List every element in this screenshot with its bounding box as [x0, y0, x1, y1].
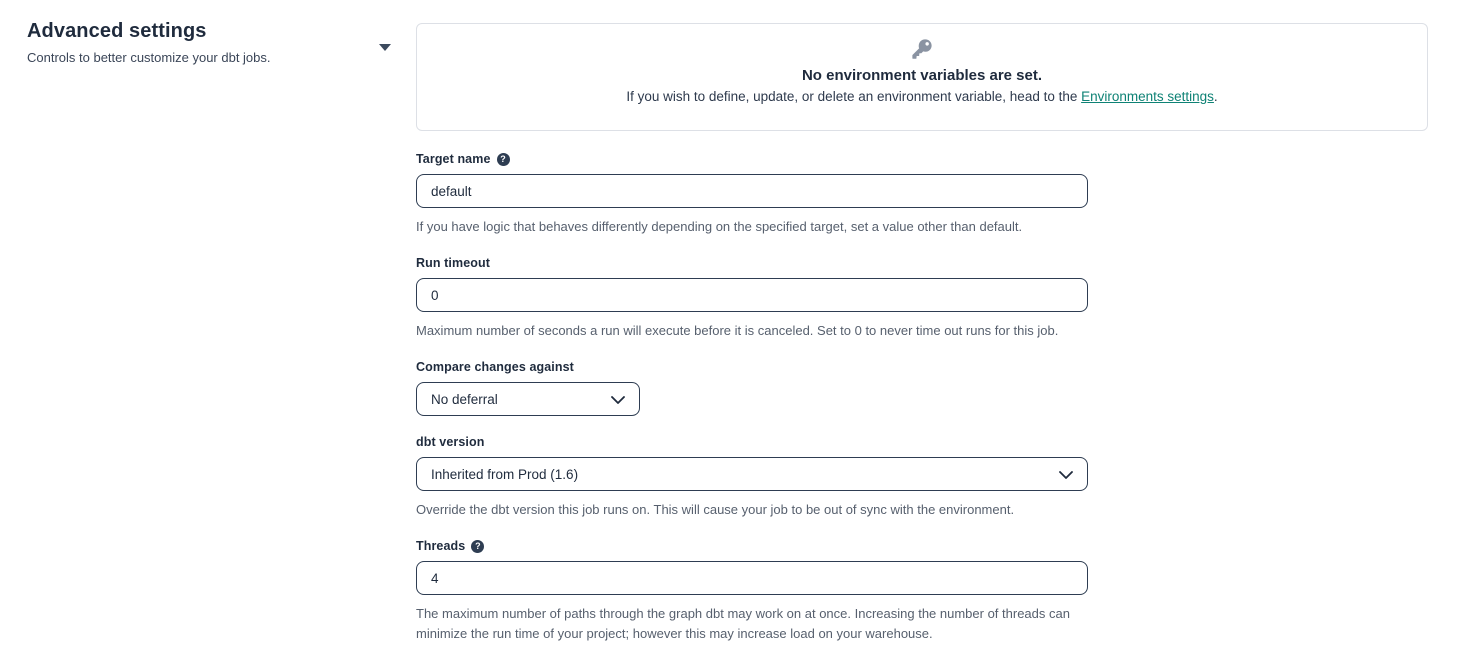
dbt-version-field-group: [416, 435, 1088, 520]
advanced-settings-form: [416, 152, 1088, 644]
compare-changes-selected-value: No deferral: [431, 391, 498, 407]
compare-changes-label: Compare changes against: [416, 360, 574, 374]
page-title: Advanced settings: [27, 20, 207, 42]
threads-helper-text: The maximum number of paths through the graph dbt may work on at once. Increasing the number of threads can minimize the run time of your project; however this may increase load on your warehouse.: [416, 606, 1070, 641]
run-timeout-label: Run timeout: [416, 256, 491, 270]
target-name-input[interactable]: [416, 174, 1088, 208]
compare-changes-field-group: [416, 360, 1088, 416]
env-card-description: [417, 89, 1427, 104]
caret-down-icon: [378, 40, 392, 55]
run-timeout-label-row: [416, 256, 1088, 270]
dbt-version-helper-text: Override the dbt version this job runs on. This will cause your job to be out of sync with the environment.: [416, 502, 1015, 517]
env-variables-empty-card: [416, 23, 1428, 131]
dbt-version-select[interactable]: [416, 457, 1088, 491]
run-timeout-input[interactable]: [416, 278, 1088, 312]
env-card-description-text: If you wish to define, update, or delete an environment variable, head to the: [626, 89, 1082, 104]
threads-field-group: [416, 539, 1088, 644]
env-card-title: No environment variables are set.: [801, 67, 1043, 84]
environments-settings-link[interactable]: Environments settings: [1081, 89, 1214, 104]
key-icon: [417, 37, 1427, 61]
dbt-version-label: dbt version: [416, 435, 485, 449]
dbt-version-selected-value: Inherited from Prod (1.6): [431, 466, 579, 482]
section-header: [27, 20, 367, 65]
threads-help-icon[interactable]: ?: [471, 540, 484, 553]
page-subtitle: Controls to better customize your dbt jobs.: [27, 50, 271, 65]
threads-label: Threads: [416, 539, 466, 553]
dbt-version-label-row: [416, 435, 1088, 449]
target-name-helper-text: If you have logic that behaves differently depending on the specified target, set a value other than default.: [416, 219, 1023, 234]
run-timeout-helper-text: Maximum number of seconds a run will execute before it is canceled. Set to 0 to never time out runs for this job.: [416, 323, 1059, 338]
chevron-down-icon: [611, 392, 625, 407]
threads-input[interactable]: [416, 561, 1088, 595]
env-card-description-period: .: [1213, 89, 1218, 104]
target-name-help-icon[interactable]: ?: [497, 153, 510, 166]
run-timeout-field-group: [416, 256, 1088, 341]
target-name-field-group: [416, 152, 1088, 237]
settings-form-column: [416, 23, 1428, 659]
chevron-down-icon: [1059, 467, 1073, 482]
collapse-section-button[interactable]: [376, 38, 394, 56]
compare-changes-select[interactable]: [416, 382, 640, 416]
threads-label-row: [416, 539, 1088, 553]
target-name-label: Target name: [416, 152, 491, 166]
target-name-label-row: [416, 152, 1088, 166]
compare-changes-label-row: [416, 360, 1088, 374]
